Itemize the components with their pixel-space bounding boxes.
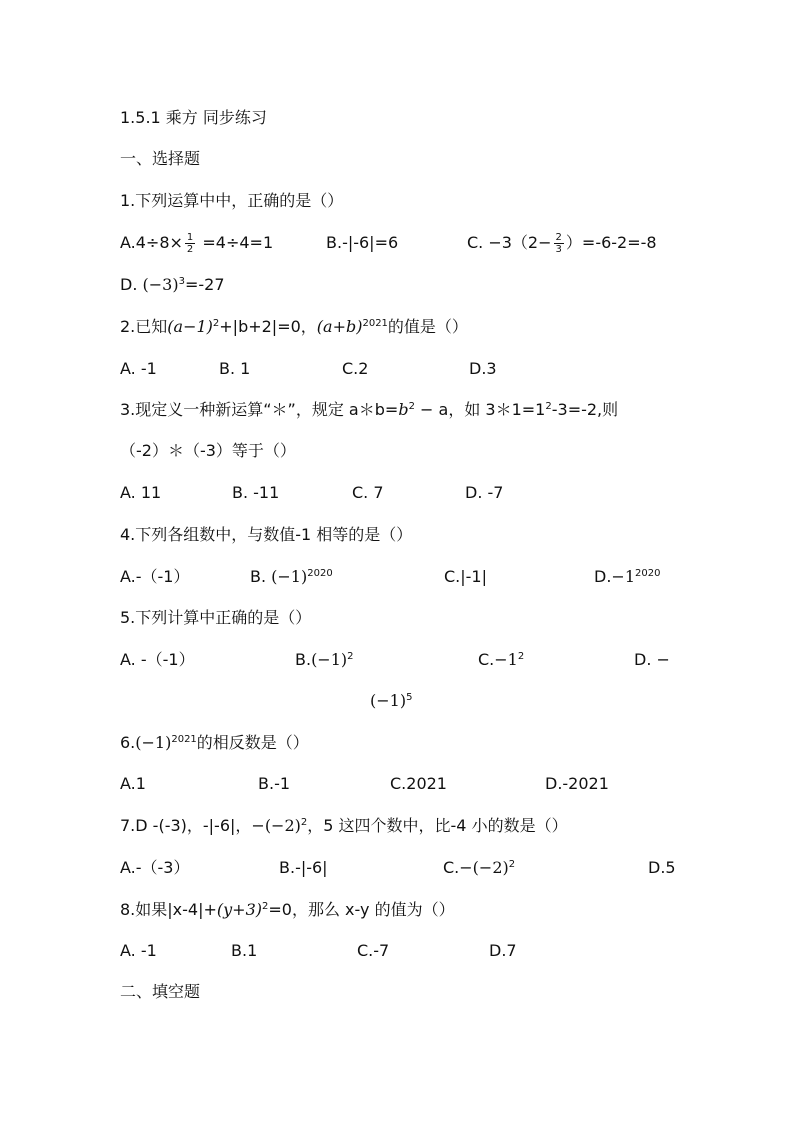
question-1-option-c: C. −3（2− $\frac{2}{3}$ ）=-6-2=-8 [467, 232, 657, 255]
question-5-option-d-continued: $(-1)^5$ [370, 691, 413, 710]
question-1-option-a: A.4÷8× $\frac{1}{2}$ =4÷4=1 [120, 232, 274, 255]
question-7-option-b: B.-|-6| [279, 858, 328, 877]
question-4-option-c: C.|-1| [444, 567, 487, 586]
question-1-option-d: D. $(-3)^3=-27$ [120, 275, 225, 294]
section-heading-choice: 一、选择题 [120, 149, 201, 168]
question-2-option-d: D.3 [469, 359, 497, 378]
question-5-option-d: D. − [634, 650, 670, 669]
question-4-option-a: A.-（-1） [120, 567, 190, 586]
question-3-option-d: D. -7 [465, 483, 504, 502]
question-2-stem: 2.已知$(a-1)^2+|b+2|=0$，$(a+b)^{2021}$的值是（） [120, 317, 468, 336]
question-7-stem: 7.D -(-3)，-|-6|，$-(-2)^2$，5 这四个数中，比-4 小的数是（） [120, 816, 568, 835]
question-4-option-d: $D.-1^{2020}$ [594, 567, 661, 586]
question-4-option-b: B. $(-1)^{2020}$ [250, 567, 333, 586]
question-6-stem: $6.(-1)^{2021}$的相反数是（） [120, 733, 309, 752]
question-3-stem-continued: （-2）＊（-3）等于（） [120, 441, 296, 460]
question-1-option-b: B.-|-6|=6 [326, 233, 399, 252]
question-5-stem: 5.下列计算中正确的是（） [120, 608, 312, 627]
question-2-option-b: B. 1 [219, 359, 251, 378]
question-7-option-d: D.5 [648, 858, 676, 877]
question-8-option-d: D.7 [489, 941, 517, 960]
question-8-option-c: C.-7 [357, 941, 390, 960]
question-5-option-c: $C.-1^2$ [478, 650, 525, 669]
question-3-option-c: C. 7 [352, 483, 384, 502]
question-4-stem: 4.下列各组数中，与数值-1 相等的是（） [120, 525, 413, 544]
question-6-option-d: D.-2021 [545, 774, 609, 793]
question-7-option-c: $C.-(-2)^2$ [443, 858, 516, 877]
section-heading-fill-in: 二、填空题 [120, 982, 201, 1001]
question-2-option-a: A. -1 [120, 359, 157, 378]
question-8-stem: 8.如果$|x-4|+(y+3)^2=0$，那么 x-y 的值为（） [120, 900, 455, 919]
question-6-option-c: C.2021 [390, 774, 447, 793]
question-1-stem: 1.下列运算中中，正确的是（） [120, 191, 344, 210]
document-title: 1.5.1 乘方 同步练习 [120, 108, 267, 127]
question-8-option-a: A. -1 [120, 941, 157, 960]
question-2-option-c: C.2 [342, 359, 369, 378]
question-5-option-a: A. -（-1） [120, 650, 195, 669]
question-7-option-a: A.-（-3） [120, 858, 190, 877]
fraction-two-thirds: $\frac{2}{3}$ [555, 232, 562, 255]
question-3-option-b: B. -11 [232, 483, 280, 502]
question-3-stem: 3.现定义一种新运算“＊”，规定 $a*b=b^2 - a$，如 $3*1=1^2-3=-2$,则 [120, 400, 619, 419]
question-5-option-b: $B.(-1)^2$ [295, 650, 354, 669]
fraction-one-half: $\frac{1}{2}$ [186, 232, 194, 255]
question-8-option-b: B.1 [231, 941, 258, 960]
question-6-option-a: A.1 [120, 774, 146, 793]
question-6-option-b: B.-1 [258, 774, 291, 793]
question-3-option-a: A. 11 [120, 483, 162, 502]
